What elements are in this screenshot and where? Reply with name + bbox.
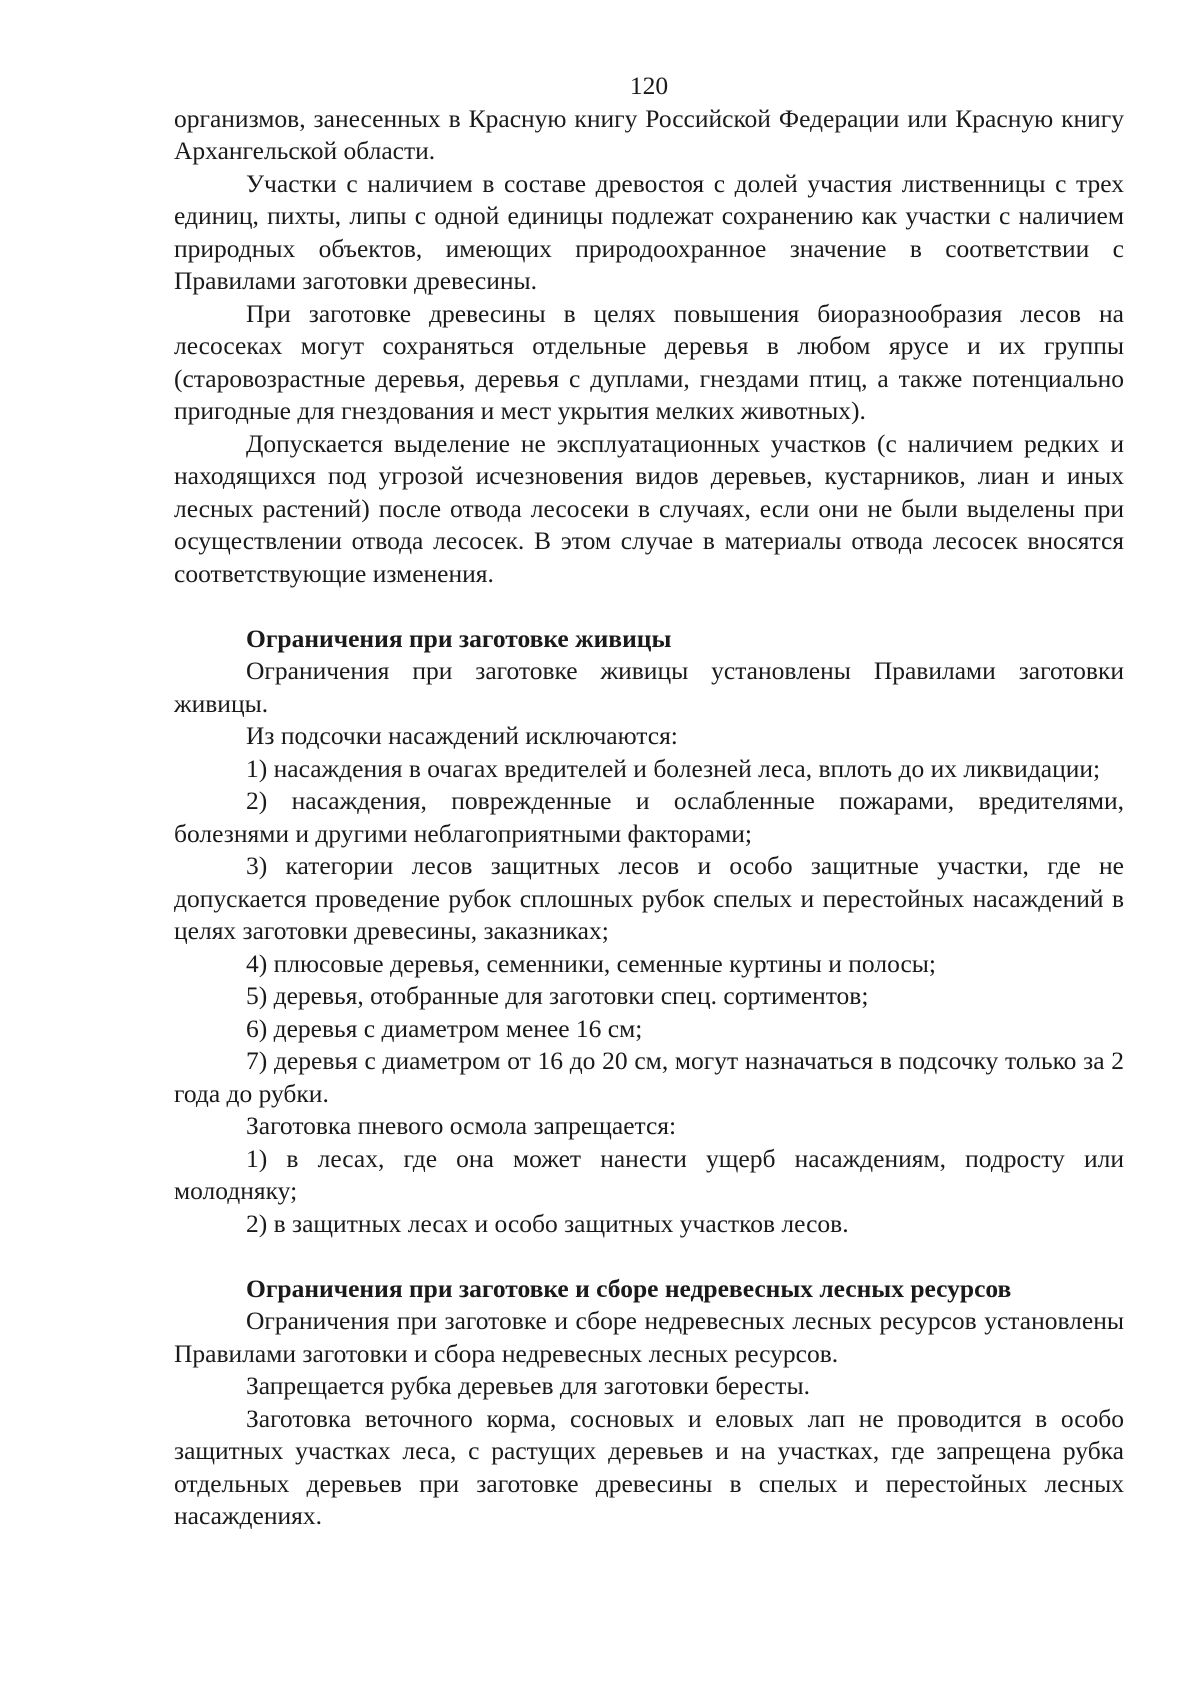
list-item: 1) в лесах, где она может нанести ущерб насаждениям, подросту или молодняку; — [174, 1143, 1124, 1205]
paragraph-resin-rules: Ограничения при заготовке живицы установлены Правилами заготовки живицы. — [174, 656, 1124, 718]
list-item: 6) деревья с диаметром менее 16 см; — [246, 1013, 643, 1043]
section-heading-resin: Ограничения при заготовке живицы — [246, 623, 672, 653]
list-intro-tapping: Из подсочки насаждений исключаются: — [246, 721, 678, 750]
paragraph-larch-fir-linden: Участки с наличием в составе древостоя с долей участия лиственницы с трех единиц, пихты, липы с одной единицы подлежат сохранению как участки с наличием природных объектов, имеющих природоохранное значение в соответствии с Правилами заготовки древесины. — [174, 168, 1124, 295]
paragraph-birch-bark: Запрещается рубка деревьев для заготовки бересты. — [246, 1371, 810, 1400]
list-item: 2) насаждения, поврежденные и ослабленные пожарами, вредителями, болезнями и другими неблагоприятными факторами; — [174, 786, 1124, 848]
list-intro-stump-resin: Заготовка пневого осмола запрещается: — [246, 1111, 677, 1140]
list-item: 1) насаждения в очагах вредителей и болезней леса, вплоть до их ликвидации; — [246, 753, 1101, 783]
paragraph-non-timber-rules: Ограничения при заготовке и сборе недревесных лесных ресурсов установлены Правилами заготовки и сбора недревесных лесных ресурсов. — [174, 1306, 1124, 1368]
list-item: 2) в защитных лесах и особо защитных участков лесов. — [246, 1208, 849, 1238]
paragraph-continuation: организмов, занесенных в Красную книгу Российской Федерации или Красную книгу Архангельской области. — [174, 103, 1124, 165]
list-item: 7) деревья с диаметром от 16 до 20 см, могут назначаться в подсочку только за 2 года до рубки. — [174, 1046, 1124, 1108]
paragraph-biodiversity: При заготовке древесины в целях повышения биоразнообразия лесов на лесосеках могут сохраняться отдельные деревья в любом ярусе и их группы (старовозрастные деревья, деревья с дуплами, гнездами птиц, а также потенциально пригодные для гнездования и мест укрытия мелких животных). — [174, 298, 1124, 425]
list-item: 3) категории лесов защитных лесов и особо защитные участки, где не допускается проведение рубок сплошных рубок спелых и перестойных насаждений в целях заготовки древесины, заказниках; — [174, 851, 1124, 945]
list-item: 5) деревья, отобранные для заготовки спец. сортиментов; — [246, 981, 869, 1010]
section-heading-non-timber: Ограничения при заготовке и сборе недревесных лесных ресурсов — [246, 1273, 1012, 1303]
paragraph-non-exploitation-areas: Допускается выделение не эксплуатационных участков (с наличием редких и находящихся под угрозой исчезновения видов деревьев, кустарников, лиан и иных лесных растений) после отвода лесосеки в случаях, если они не были выделены при осуществлении отвода лесосек. В этом случае в материалы отвода лесосек вносятся соответствующие изменения. — [174, 428, 1124, 588]
page-number: 120 — [629, 71, 669, 100]
list-item: 4) плюсовые деревья, семенники, семенные куртины и полосы; — [246, 948, 936, 978]
paragraph-branch-fodder: Заготовка веточного корма, сосновых и еловых лап не проводится в особо защитных участках леса, с растущих деревьев и на участках, где запрещена рубка отдельных деревьев при заготовке древесины в спелых и перестойных лесных насаждениях. — [174, 1403, 1124, 1530]
document-page — [174, 70, 1124, 1533]
